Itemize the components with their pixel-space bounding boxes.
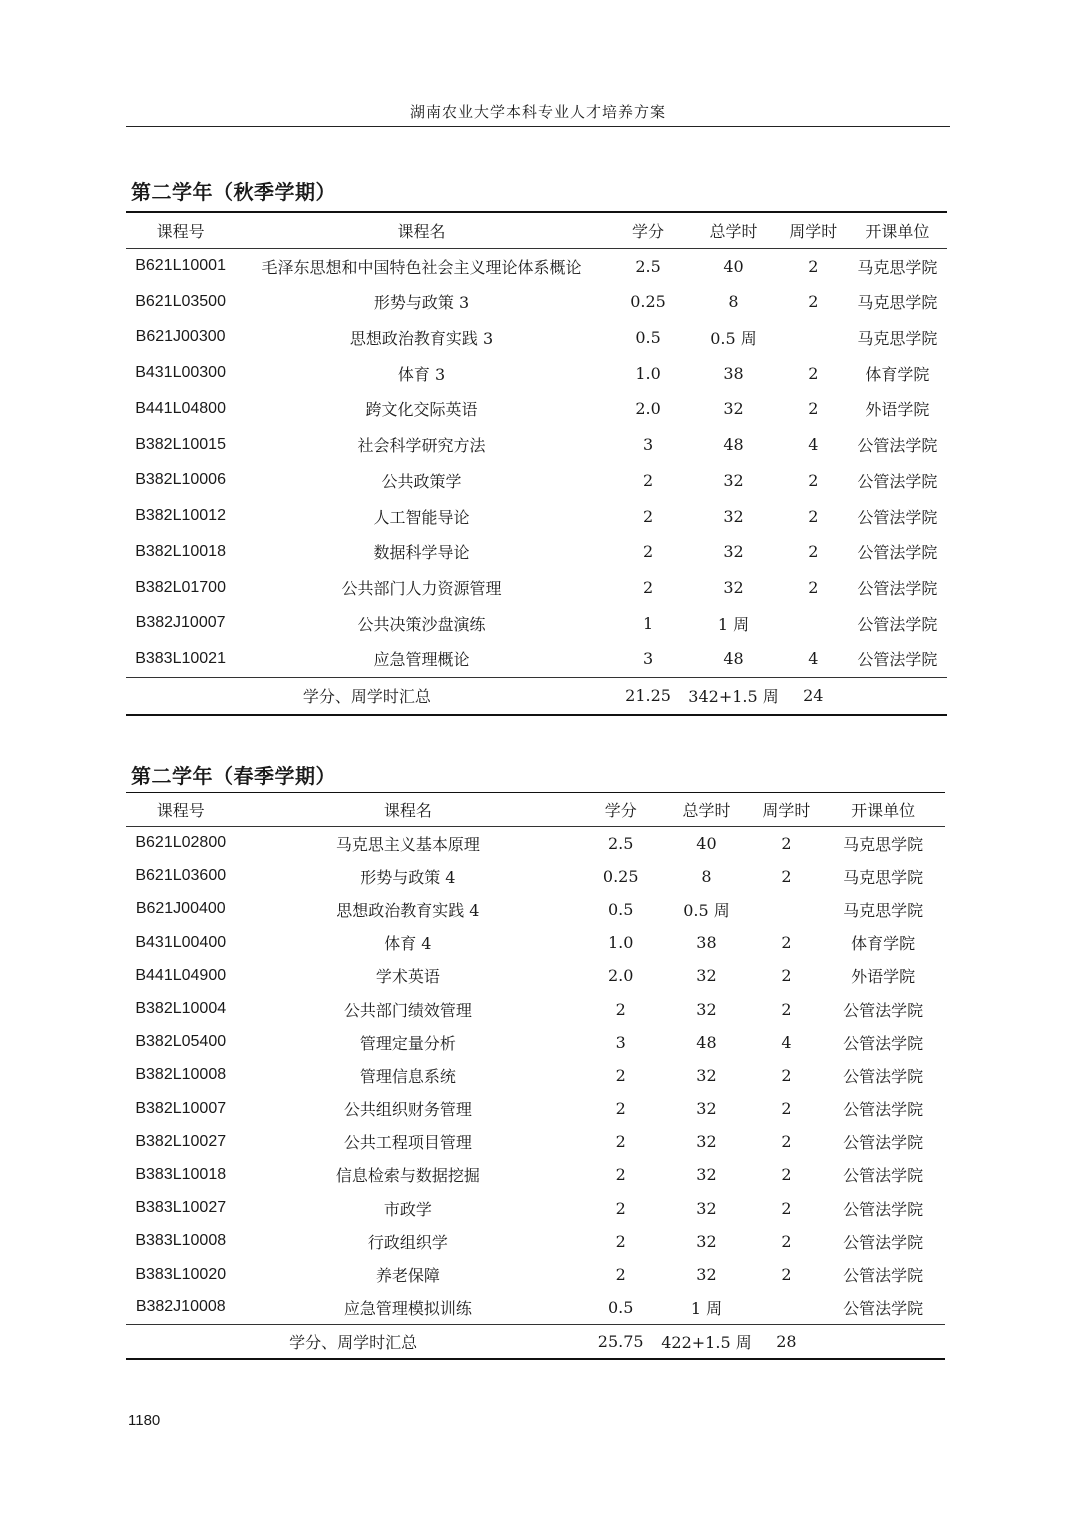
- department-cell: 马克思学院: [857, 328, 938, 348]
- total-empty-cell: [821, 1324, 945, 1359]
- table-row: [126, 1059, 945, 1092]
- department-cell: 公管法学院: [843, 1100, 924, 1120]
- total-hours-cell: 32: [723, 542, 744, 562]
- col-header-department: 开课单位: [848, 212, 947, 248]
- total-hours-cell: 48: [723, 435, 744, 455]
- course-name-cell: 公共部门人力资源管理: [341, 579, 502, 599]
- total-hours-cell: 32: [696, 1065, 717, 1085]
- credits-cell: 2: [642, 542, 654, 562]
- total-row: [126, 1324, 945, 1359]
- weekly-hours-cell: 2: [781, 933, 792, 953]
- credits-cell: 2: [615, 1198, 626, 1218]
- table-row: [126, 1192, 945, 1225]
- course-code-cell: B441L04900: [135, 966, 227, 984]
- course-code-cell: B382L10018: [135, 542, 226, 560]
- total-credits: 25.75: [580, 1324, 661, 1359]
- credits-cell: 0.25: [630, 292, 666, 312]
- credits-cell: 2: [642, 578, 654, 598]
- course-name-cell: 思想政治教育实践 3: [349, 328, 494, 348]
- table-header-row: [126, 793, 945, 827]
- course-code-cell: B621L03600: [135, 867, 227, 885]
- department-cell: 公管法学院: [857, 579, 938, 599]
- course-code-cell: B382L01700: [135, 578, 226, 596]
- department-cell: 公管法学院: [843, 1298, 924, 1318]
- department-cell: 公管法学院: [857, 614, 938, 634]
- course-name-cell: 公共政策学: [381, 471, 462, 491]
- department-cell: 体育学院: [851, 934, 916, 954]
- department-cell: 公管法学院: [843, 1199, 924, 1219]
- total-hours-cell: 8: [728, 292, 739, 312]
- table-row: [126, 641, 947, 677]
- table-row: [126, 827, 945, 860]
- table-row: [126, 320, 947, 356]
- course-code-cell: B382J10007: [135, 614, 226, 632]
- credits-cell: 2: [615, 1132, 626, 1152]
- total-hours-cell: 32: [696, 1231, 717, 1251]
- total-hours-cell: 32: [723, 399, 744, 419]
- credits-cell: 2.0: [635, 399, 661, 419]
- credits-cell: 3: [615, 1032, 626, 1052]
- spring-course-table: [126, 792, 945, 1360]
- weekly-hours-cell: 2: [808, 470, 819, 490]
- weekly-hours-cell: 2: [808, 506, 819, 526]
- credits-cell: 2.0: [607, 966, 634, 986]
- table-row: [126, 1026, 945, 1059]
- credits-cell: 2: [615, 1265, 626, 1285]
- weekly-hours-cell: 2: [808, 256, 819, 276]
- total-credits: 21.25: [608, 677, 688, 715]
- course-name-cell: 思想政治教育实践 4: [336, 900, 480, 920]
- total-hours-cell: 32: [696, 999, 717, 1019]
- col-header-department: 开课单位: [821, 793, 945, 827]
- table-row: [126, 893, 945, 926]
- total-hours-cell: 32: [696, 966, 717, 986]
- weekly-hours-cell: 2: [808, 578, 819, 598]
- credits-cell: 1.0: [635, 363, 661, 383]
- total-label: 学分、周学时汇总: [126, 677, 608, 715]
- department-cell: 公管法学院: [857, 436, 938, 456]
- course-name-cell: 毛泽东思想和中国特色社会主义理论体系概论: [261, 257, 582, 277]
- department-cell: 公管法学院: [843, 1133, 924, 1153]
- credits-cell: 2: [642, 470, 654, 490]
- table-row: [126, 570, 947, 606]
- table-row: [126, 1258, 945, 1291]
- table-row: [126, 1158, 945, 1191]
- course-name-cell: 公共决策沙盘演练: [357, 614, 486, 634]
- credits-cell: 2.5: [607, 833, 634, 853]
- course-name-cell: 公共组织财务管理: [343, 1100, 472, 1120]
- weekly-hours-cell: 4: [808, 435, 819, 455]
- table-row: [126, 860, 945, 893]
- total-hours-cell: 0.5 周: [683, 900, 730, 920]
- table-header-row: [126, 212, 947, 248]
- course-code-cell: B383L10021: [135, 649, 226, 667]
- col-header-weekly-hours: 周学时: [752, 793, 821, 827]
- total-row: [126, 677, 947, 715]
- weekly-hours-cell: [752, 893, 821, 926]
- total-hours-cell: 1 周: [717, 614, 750, 634]
- total-hours-cell: 38: [696, 933, 717, 953]
- course-name-cell: 公共工程项目管理: [343, 1133, 472, 1153]
- department-cell: 体育学院: [865, 364, 930, 384]
- total-hours-cell: 32: [696, 1165, 717, 1185]
- total-hours-cell: 8: [701, 866, 712, 886]
- col-header-total-hours: 总学时: [688, 212, 778, 248]
- weekly-hours-cell: 2: [781, 999, 792, 1019]
- table-row: [126, 427, 947, 463]
- department-cell: 公管法学院: [843, 1033, 924, 1053]
- weekly-hours-cell: [779, 320, 848, 356]
- weekly-hours-cell: 2: [781, 1099, 792, 1119]
- course-code-cell: B621J00400: [135, 900, 226, 918]
- total-hours: 342+1.5 周: [688, 677, 778, 715]
- table-row: [126, 498, 947, 534]
- department-cell: 公管法学院: [843, 1166, 924, 1186]
- total-hours-cell: 32: [696, 1132, 717, 1152]
- table-row: [126, 1225, 945, 1258]
- credits-cell: 2: [615, 1165, 626, 1185]
- table-row: [126, 959, 945, 992]
- course-name-cell: 体育 3: [397, 364, 446, 384]
- total-hours: 422+1.5 周: [661, 1324, 751, 1359]
- weekly-hours-cell: 2: [781, 1198, 792, 1218]
- total-hours-cell: 40: [696, 833, 717, 853]
- autumn-course-table: [126, 211, 947, 716]
- credits-cell: 0.25: [602, 866, 639, 886]
- col-header-credits: 学分: [608, 212, 688, 248]
- col-header-course-code: 课程号: [126, 793, 236, 827]
- department-cell: 马克思学院: [843, 900, 924, 920]
- course-name-cell: 养老保障: [375, 1266, 440, 1286]
- total-hours-cell: 32: [723, 470, 744, 490]
- table-row: [126, 1291, 945, 1324]
- course-name-cell: 应急管理模拟训练: [343, 1298, 472, 1318]
- running-header: 湖南农业大学本科专业人才培养方案: [126, 98, 950, 127]
- weekly-hours-cell: [779, 606, 848, 642]
- total-label: 学分、周学时汇总: [126, 1324, 580, 1359]
- total-hours-cell: 38: [723, 363, 744, 383]
- department-cell: 公管法学院: [857, 507, 938, 527]
- weekly-hours-cell: 2: [781, 966, 792, 986]
- course-code-cell: B621L10001: [135, 257, 226, 275]
- table-row: [126, 534, 947, 570]
- credits-cell: 0.5: [607, 1297, 634, 1317]
- credits-cell: 1: [642, 613, 654, 633]
- course-name-cell: 体育 4: [384, 934, 432, 954]
- credits-cell: 2: [642, 506, 654, 526]
- course-code-cell: B383L10027: [135, 1199, 227, 1217]
- weekly-hours-cell: 2: [781, 1231, 792, 1251]
- course-code-cell: B382L10012: [135, 507, 226, 525]
- department-cell: 公管法学院: [843, 1266, 924, 1286]
- course-code-cell: B621L03500: [135, 292, 226, 310]
- department-cell: 马克思学院: [857, 257, 938, 277]
- department-cell: 公管法学院: [843, 1066, 924, 1086]
- course-code-cell: B382J10008: [135, 1298, 226, 1316]
- department-cell: 公管法学院: [857, 471, 938, 491]
- course-code-cell: B382L05400: [135, 1033, 227, 1051]
- weekly-hours-cell: 2: [781, 1132, 792, 1152]
- credits-cell: 0.5: [635, 327, 661, 347]
- department-cell: 马克思学院: [843, 867, 924, 887]
- course-code-cell: B382L10027: [135, 1132, 227, 1150]
- weekly-hours-cell: 2: [781, 1165, 792, 1185]
- total-hours-cell: 32: [696, 1198, 717, 1218]
- course-name-cell: 行政组织学: [367, 1232, 448, 1252]
- course-code-cell: B382L10008: [135, 1066, 227, 1084]
- table-row: [126, 284, 947, 320]
- credits-cell: 2: [615, 1099, 626, 1119]
- col-header-weekly-hours: 周学时: [779, 212, 848, 248]
- course-name-cell: 管理信息系统: [359, 1066, 456, 1086]
- credits-cell: 2: [615, 1065, 626, 1085]
- weekly-hours-cell: 2: [808, 542, 819, 562]
- weekly-hours-cell: 2: [781, 1265, 792, 1285]
- course-name-cell: 形势与政策 4: [360, 867, 456, 887]
- weekly-hours-cell: 2: [781, 866, 792, 886]
- department-cell: 外语学院: [865, 400, 930, 420]
- table-row: [126, 606, 947, 642]
- course-code-cell: B382L10006: [135, 471, 226, 489]
- department-cell: 公管法学院: [843, 1232, 924, 1252]
- credits-cell: 2.5: [635, 256, 661, 276]
- course-name-cell: 管理定量分析: [359, 1033, 456, 1053]
- course-code-cell: B382L10004: [135, 1000, 227, 1018]
- course-code-cell: B383L10020: [135, 1265, 227, 1283]
- spring-semester-title: 第二学年（春季学期）: [131, 764, 336, 788]
- total-hours-cell: 32: [723, 506, 744, 526]
- course-code-cell: B431L00400: [135, 933, 227, 951]
- department-cell: 公管法学院: [843, 1000, 924, 1020]
- course-name-cell: 形势与政策 3: [373, 293, 470, 313]
- course-code-cell: B621L02800: [135, 834, 227, 852]
- table-row: [126, 1125, 945, 1158]
- total-hours-cell: 32: [696, 1265, 717, 1285]
- course-name-cell: 人工智能导论: [373, 507, 470, 527]
- total-hours-cell: 0.5 周: [710, 328, 757, 348]
- col-header-course-name: 课程名: [236, 793, 581, 827]
- table-row: [126, 355, 947, 391]
- department-cell: 马克思学院: [857, 293, 938, 313]
- total-empty-cell: [848, 677, 947, 715]
- total-hours-cell: 32: [696, 1099, 717, 1119]
- credits-cell: 2: [615, 999, 626, 1019]
- course-code-cell: B383L10018: [135, 1165, 227, 1183]
- course-code-cell: B383L10008: [135, 1232, 227, 1250]
- weekly-hours-cell: 2: [808, 399, 819, 419]
- col-header-course-code: 课程号: [126, 212, 235, 248]
- course-name-cell: 应急管理概论: [373, 650, 470, 670]
- total-weekly-hours: 28: [752, 1324, 821, 1359]
- course-name-cell: 社会科学研究方法: [357, 436, 486, 456]
- department-cell: 公管法学院: [857, 650, 938, 670]
- course-code-cell: B382L10007: [135, 1099, 227, 1117]
- course-name-cell: 跨文化交际英语: [365, 400, 478, 420]
- weekly-hours-cell: 2: [808, 363, 819, 383]
- credits-cell: 0.5: [607, 899, 634, 919]
- table-row: [126, 992, 945, 1025]
- course-code-cell: B441L04800: [135, 399, 226, 417]
- course-name-cell: 市政学: [383, 1199, 432, 1219]
- credits-cell: 3: [642, 435, 654, 455]
- credits-cell: 1.0: [607, 933, 634, 953]
- weekly-hours-cell: 2: [781, 833, 792, 853]
- weekly-hours-cell: 4: [781, 1032, 792, 1052]
- table-row: [126, 463, 947, 499]
- course-code-cell: B621J00300: [135, 328, 226, 346]
- course-name-cell: 马克思主义基本原理: [335, 834, 480, 854]
- autumn-semester-title: 第二学年（秋季学期）: [131, 180, 336, 204]
- course-name-cell: 学术英语: [375, 967, 440, 987]
- total-hours-cell: 1 周: [690, 1298, 723, 1318]
- weekly-hours-cell: 4: [808, 649, 819, 669]
- department-cell: 外语学院: [851, 967, 916, 987]
- credits-cell: 2: [615, 1231, 626, 1251]
- table-row: [126, 926, 945, 959]
- col-header-course-name: 课程名: [235, 212, 608, 248]
- table-row: [126, 391, 947, 427]
- col-header-total-hours: 总学时: [661, 793, 751, 827]
- total-weekly-hours: 24: [779, 677, 848, 715]
- table-row: [126, 1092, 945, 1125]
- course-name-cell: 数据科学导论: [373, 543, 470, 563]
- weekly-hours-cell: [752, 1291, 821, 1324]
- weekly-hours-cell: 2: [808, 292, 819, 312]
- col-header-credits: 学分: [580, 793, 661, 827]
- weekly-hours-cell: 2: [781, 1065, 792, 1085]
- total-hours-cell: 48: [696, 1032, 717, 1052]
- total-hours-cell: 32: [723, 578, 744, 598]
- total-hours-cell: 48: [723, 649, 744, 669]
- credits-cell: 3: [642, 649, 654, 669]
- total-hours-cell: 40: [723, 256, 744, 276]
- course-code-cell: B382L10015: [135, 435, 226, 453]
- department-cell: 公管法学院: [857, 543, 938, 563]
- department-cell: 马克思学院: [843, 834, 924, 854]
- course-code-cell: B431L00300: [135, 364, 226, 382]
- page-number: 1180: [128, 1412, 161, 1429]
- table-row: [126, 248, 947, 284]
- course-name-cell: 公共部门绩效管理: [343, 1000, 472, 1020]
- course-name-cell: 信息检索与数据挖掘: [335, 1166, 480, 1186]
